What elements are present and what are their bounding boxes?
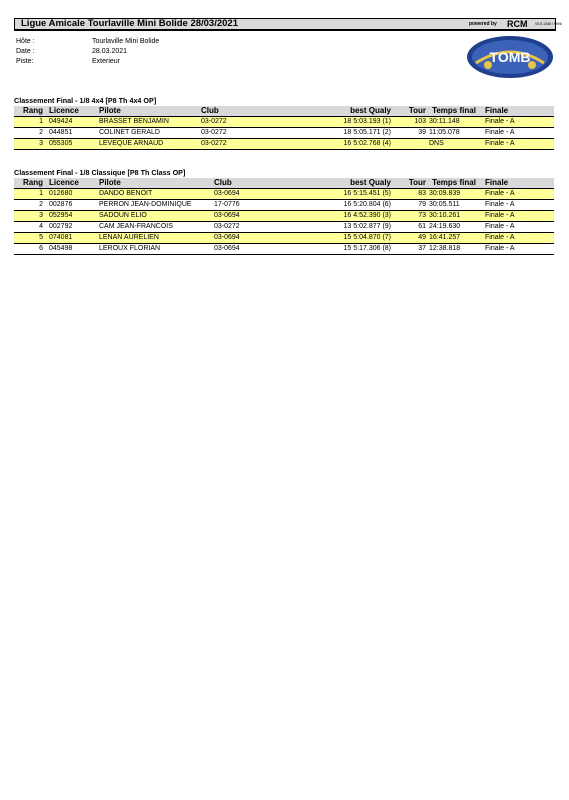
col-rang: Rang <box>14 178 46 189</box>
date-value: 28.03.2021 <box>92 48 128 55</box>
col-best: best Qualy <box>261 106 394 117</box>
cell-tour: 49 <box>394 233 426 244</box>
col-rang: Rang <box>14 106 46 117</box>
cell-best: 15 5:17.306 (8) <box>274 244 394 255</box>
report-title: Ligue Amicale Tourlaville Mini Bolide 28/03/2021 <box>21 18 238 29</box>
col-licence: Licence <box>46 178 96 189</box>
cell-temps: DNS <box>426 139 482 150</box>
col-temps: Temps final <box>426 106 482 117</box>
table-row <box>14 222 554 233</box>
cell-best: 15 5:04.870 (7) <box>274 233 394 244</box>
cell-pilote: BRASSET BENJAMIN <box>96 117 201 128</box>
cell-licence: 045498 <box>46 244 96 255</box>
club-logo <box>466 35 554 79</box>
cell-best: 16 5:02.768 (4) <box>261 139 394 150</box>
logo-text: TOMB <box>489 49 531 65</box>
col-tour: Tour <box>394 106 426 117</box>
cell-tour: 39 <box>394 128 426 139</box>
version-label: V5.5.1348 / 9996 <box>535 22 562 26</box>
cell-temps: 30:10.261 <box>426 211 482 222</box>
cell-temps: 30:11.148 <box>426 117 482 128</box>
col-pilote: Pilote <box>96 178 214 189</box>
host-value: Tourlaville Mini Bolide <box>92 38 160 45</box>
col-finale: Finale <box>482 106 554 117</box>
table-row <box>14 139 554 150</box>
col-club: Club <box>214 178 274 189</box>
results-table-classique <box>14 178 554 255</box>
cell-rang: 6 <box>14 244 46 255</box>
powered-by-label: powered by <box>469 21 497 27</box>
cell-club: 03-0272 <box>201 128 261 139</box>
brand-label: RCM <box>507 19 528 29</box>
cell-rang: 2 <box>14 200 46 211</box>
cell-club: 03-0272 <box>201 117 261 128</box>
col-pilote: Pilote <box>96 106 201 117</box>
cell-rang: 5 <box>14 233 46 244</box>
section-title-classique: Classement Final - 1/8 Classique [P8 Th Class OP] <box>14 168 186 177</box>
cell-licence: 049424 <box>46 117 96 128</box>
table-row <box>14 189 554 200</box>
col-best: best Qualy <box>274 178 394 189</box>
col-licence: Licence <box>46 106 96 117</box>
date-label: Date : <box>16 48 35 55</box>
cell-best: 13 5:02.877 (9) <box>274 222 394 233</box>
cell-finale: Finale - A <box>482 139 554 150</box>
cell-pilote: CAM JEAN-FRANCOIS <box>96 222 214 233</box>
col-temps: Temps final <box>426 178 482 189</box>
col-tour: Tour <box>394 178 426 189</box>
cell-club: 03-0694 <box>214 244 274 255</box>
cell-rang: 2 <box>14 128 46 139</box>
cell-temps: 11:05.078 <box>426 128 482 139</box>
track-label: Piste: <box>16 58 34 65</box>
cell-rang: 3 <box>14 139 46 150</box>
cell-best: 16 5:15.451 (5) <box>274 189 394 200</box>
cell-tour <box>394 139 426 150</box>
cell-tour: 61 <box>394 222 426 233</box>
cell-pilote: SADOUN ELIO <box>96 211 214 222</box>
cell-finale: Finale - A <box>482 222 554 233</box>
cell-licence: 002792 <box>46 222 96 233</box>
cell-licence: 044851 <box>46 128 96 139</box>
cell-club: 17-0776 <box>214 200 274 211</box>
table-header-row <box>14 178 554 189</box>
cell-best: 16 5:20.804 (6) <box>274 200 394 211</box>
table-row <box>14 233 554 244</box>
table-header-row <box>14 106 554 117</box>
cell-pilote: COLINET GERALD <box>96 128 201 139</box>
cell-best: 16 4:52.390 (3) <box>274 211 394 222</box>
cell-finale: Finale - A <box>482 244 554 255</box>
cell-pilote: DANDO BENOIT <box>96 189 214 200</box>
cell-temps: 30:09.839 <box>426 189 482 200</box>
cell-temps: 24:19.630 <box>426 222 482 233</box>
cell-tour: 83 <box>394 189 426 200</box>
col-finale: Finale <box>482 178 554 189</box>
cell-club: 03-0694 <box>214 233 274 244</box>
cell-finale: Finale - A <box>482 233 554 244</box>
cell-finale: Finale - A <box>482 117 554 128</box>
section-title-4x4: Classement Final - 1/8 4x4 [P8 Th 4x4 OP] <box>14 96 157 105</box>
table-row <box>14 200 554 211</box>
track-value: Exterieur <box>92 58 121 65</box>
cell-finale: Finale - A <box>482 189 554 200</box>
cell-licence: 055305 <box>46 139 96 150</box>
cell-pilote: LEROUX FLORIAN <box>96 244 214 255</box>
cell-temps: 30:05.511 <box>426 200 482 211</box>
cell-rang: 1 <box>14 117 46 128</box>
cell-licence: 074081 <box>46 233 96 244</box>
table-row <box>14 117 554 128</box>
report-title-bar <box>14 18 562 31</box>
cell-pilote: LEVEQUE ARNAUD <box>96 139 201 150</box>
cell-temps: 12:38.818 <box>426 244 482 255</box>
cell-tour: 37 <box>394 244 426 255</box>
cell-rang: 1 <box>14 189 46 200</box>
cell-finale: Finale - A <box>482 128 554 139</box>
col-club: Club <box>201 106 261 117</box>
cell-tour: 103 <box>394 117 426 128</box>
cell-club: 03-0694 <box>214 189 274 200</box>
cell-rang: 4 <box>14 222 46 233</box>
table-row <box>14 211 554 222</box>
cell-licence: 002876 <box>46 200 96 211</box>
cell-pilote: LENAN AURELIEN <box>96 233 214 244</box>
cell-licence: 012680 <box>46 189 96 200</box>
cell-club: 03-0694 <box>214 211 274 222</box>
cell-club: 03-0272 <box>214 222 274 233</box>
cell-licence: 052954 <box>46 211 96 222</box>
cell-temps: 16:41.257 <box>426 233 482 244</box>
cell-pilote: PERRON JEAN-DOMINIQUE <box>96 200 214 211</box>
cell-best: 18 5:05.171 (2) <box>261 128 394 139</box>
cell-finale: Finale - A <box>482 211 554 222</box>
cell-tour: 79 <box>394 200 426 211</box>
host-label: Hôte : <box>16 38 35 45</box>
cell-rang: 3 <box>14 211 46 222</box>
results-table-4x4 <box>14 106 554 150</box>
table-row <box>14 244 554 255</box>
cell-club: 03-0272 <box>201 139 261 150</box>
cell-best: 18 5:03.193 (1) <box>261 117 394 128</box>
cell-finale: Finale - A <box>482 200 554 211</box>
table-row <box>14 128 554 139</box>
cell-tour: 73 <box>394 211 426 222</box>
